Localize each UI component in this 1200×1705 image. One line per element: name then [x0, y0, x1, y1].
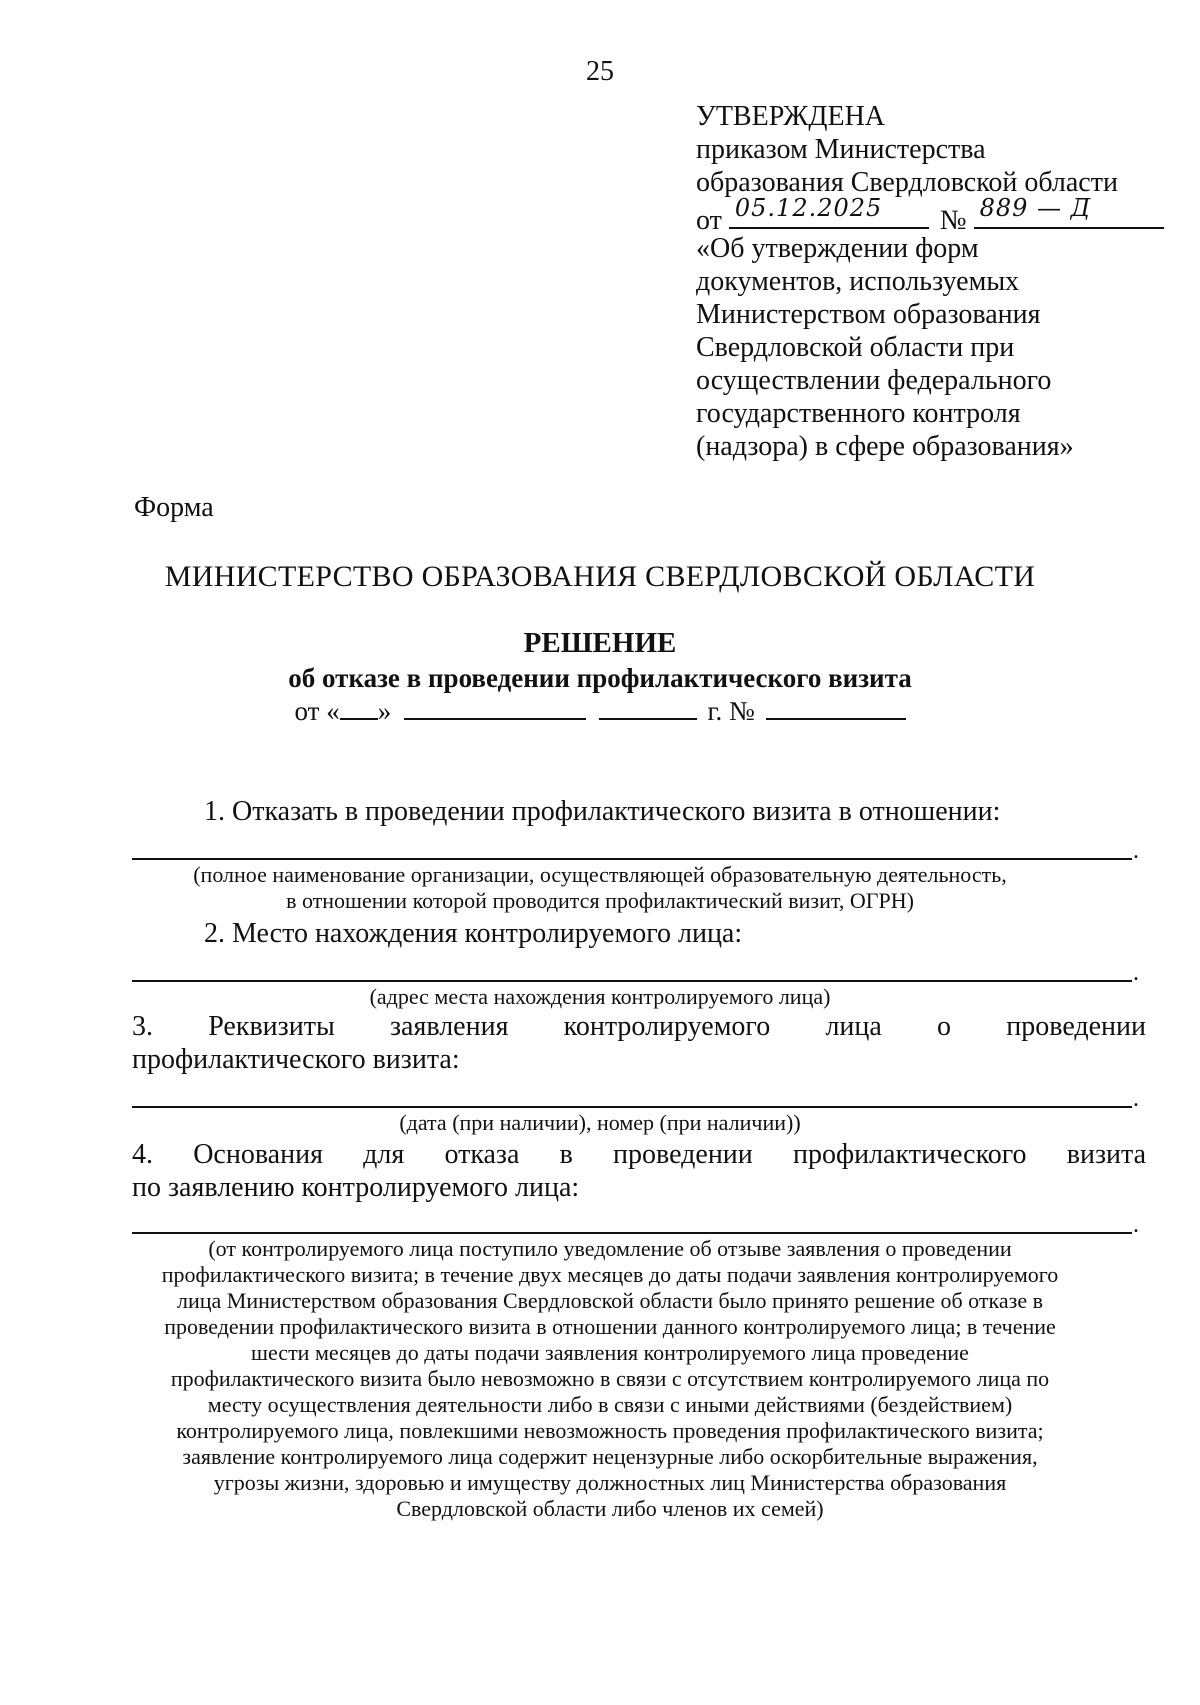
- item-4-caption-line: лица Министерством образования Свердловской области было принято решение об отказе в: [177, 1288, 1043, 1313]
- item-4-text-line2: по заявлению контролируемого лица:: [132, 1172, 580, 1203]
- item-4-text-line1: 4. Основания для отказа в проведении профилактического визита: [132, 1139, 1146, 1170]
- item-2-caption: (адрес места нахождения контролируемого лица): [369, 984, 831, 1009]
- approval-title-line: документов, используемых: [696, 266, 1020, 297]
- item-2-fill-line: [132, 980, 1132, 982]
- approval-title-line: (надзора) в сфере образования»: [696, 431, 1074, 462]
- approval-block: [696, 100, 1164, 463]
- item-2-text: 2. Место нахождения контролируемого лица:: [204, 918, 743, 949]
- decision-date-line: [0, 696, 1200, 727]
- date-line-number-prefix: г. №: [707, 696, 755, 726]
- item-3-period: .: [1133, 1086, 1139, 1112]
- approval-line: приказом Министерства: [696, 134, 986, 165]
- item-1-caption-line: в отношении которой проводится профилактический визит, ОГРН): [286, 888, 914, 913]
- item-4-period: .: [1133, 1212, 1139, 1238]
- approval-title-line: Министерством образования: [696, 299, 1041, 330]
- form-label: Форма: [134, 492, 214, 523]
- date-line-prefix: от «: [294, 696, 340, 726]
- approval-title-line: Свердловской области при: [696, 332, 1015, 363]
- approval-title-line: государственного контроля: [696, 398, 1021, 429]
- item-4-caption-line: заявление контролируемого лица содержит нецензурные либо оскорбительные выражения,: [182, 1444, 1038, 1469]
- date-signature-line: [729, 194, 929, 229]
- document-title: РЕШЕНИЕ: [523, 627, 677, 659]
- item-2-period: .: [1133, 960, 1139, 986]
- item-1-caption-line: (полное наименование организации, осуществляющей образовательную деятельность,: [193, 862, 1007, 887]
- item-3-fill-line: [132, 1106, 1132, 1108]
- item-1-period: .: [1133, 838, 1139, 864]
- approval-line: образования Свердловской области: [696, 167, 1118, 198]
- item-1-text: 1. Отказать в проведении профилактического визита в отношении:: [204, 796, 1001, 827]
- ministry-heading: МИНИСТЕРСТВО ОБРАЗОВАНИЯ СВЕРДЛОВСКОЙ ОБЛАСТИ: [164, 560, 1036, 593]
- month-blank: [404, 696, 586, 720]
- item-4-caption-line: шести месяцев до даты подачи заявления контролируемого лица проведение: [251, 1340, 969, 1365]
- page-number: 25: [586, 56, 614, 87]
- item-4-caption-line: угрозы жизни, здоровью и имуществу должностных лиц Министерства образования: [213, 1470, 1007, 1495]
- handwritten-number: 889 — Д: [979, 194, 1092, 222]
- number-prefix: №: [939, 205, 967, 236]
- item-4-caption-line: проведении профилактического визита в отношении данного контролируемого лица; в течение: [164, 1314, 1056, 1339]
- date-prefix: от: [696, 205, 722, 236]
- item-1-fill-line: [132, 858, 1132, 860]
- approval-date-number-row: [696, 194, 1164, 236]
- document-subtitle: об отказе в проведении профилактического визита: [288, 663, 912, 693]
- item-4-caption-line: (от контролируемого лица поступило уведомление об отзыве заявления о проведении: [208, 1236, 1012, 1261]
- item-3-text-line2: профилактического визита:: [132, 1044, 460, 1075]
- number-blank: [766, 696, 906, 720]
- handwritten-date: 05.12.2025: [734, 194, 883, 222]
- item-4-caption-line: профилактического визита; в течение двух месяцев до даты подачи заявления контролируемого: [161, 1262, 1059, 1287]
- item-4-caption-line: Свердловской области либо членов их семей): [396, 1496, 824, 1521]
- year-blank: [599, 696, 697, 720]
- item-4-caption: [110, 1236, 1110, 1522]
- item-4-caption-line: контролируемого лица, повлекшими невозможность проведения профилактического визита;: [176, 1418, 1044, 1443]
- approval-order-title: [696, 232, 1164, 463]
- item-3-text-line1: 3. Реквизиты заявления контролируемого лица о проведении: [132, 1011, 1146, 1042]
- item-3-caption: (дата (при наличии), номер (при наличии)): [399, 1110, 801, 1135]
- item-4-fill-line: [132, 1232, 1132, 1234]
- approval-title-line: «Об утверждении форм: [696, 233, 979, 264]
- number-signature-line: [974, 194, 1164, 229]
- item-4-caption-line: профилактического визита было невозможно в связи с отсутствием контролируемого лица по: [170, 1366, 1050, 1391]
- date-line-quote: »: [377, 696, 392, 726]
- approval-title-line: осуществлении федерального: [696, 365, 1052, 396]
- item-4-caption-line: месту осуществления деятельности либо в связи с иными действиями (бездействием): [207, 1392, 1013, 1417]
- day-blank: [340, 696, 378, 720]
- approval-heading: УТВЕРЖДЕНА: [696, 101, 886, 132]
